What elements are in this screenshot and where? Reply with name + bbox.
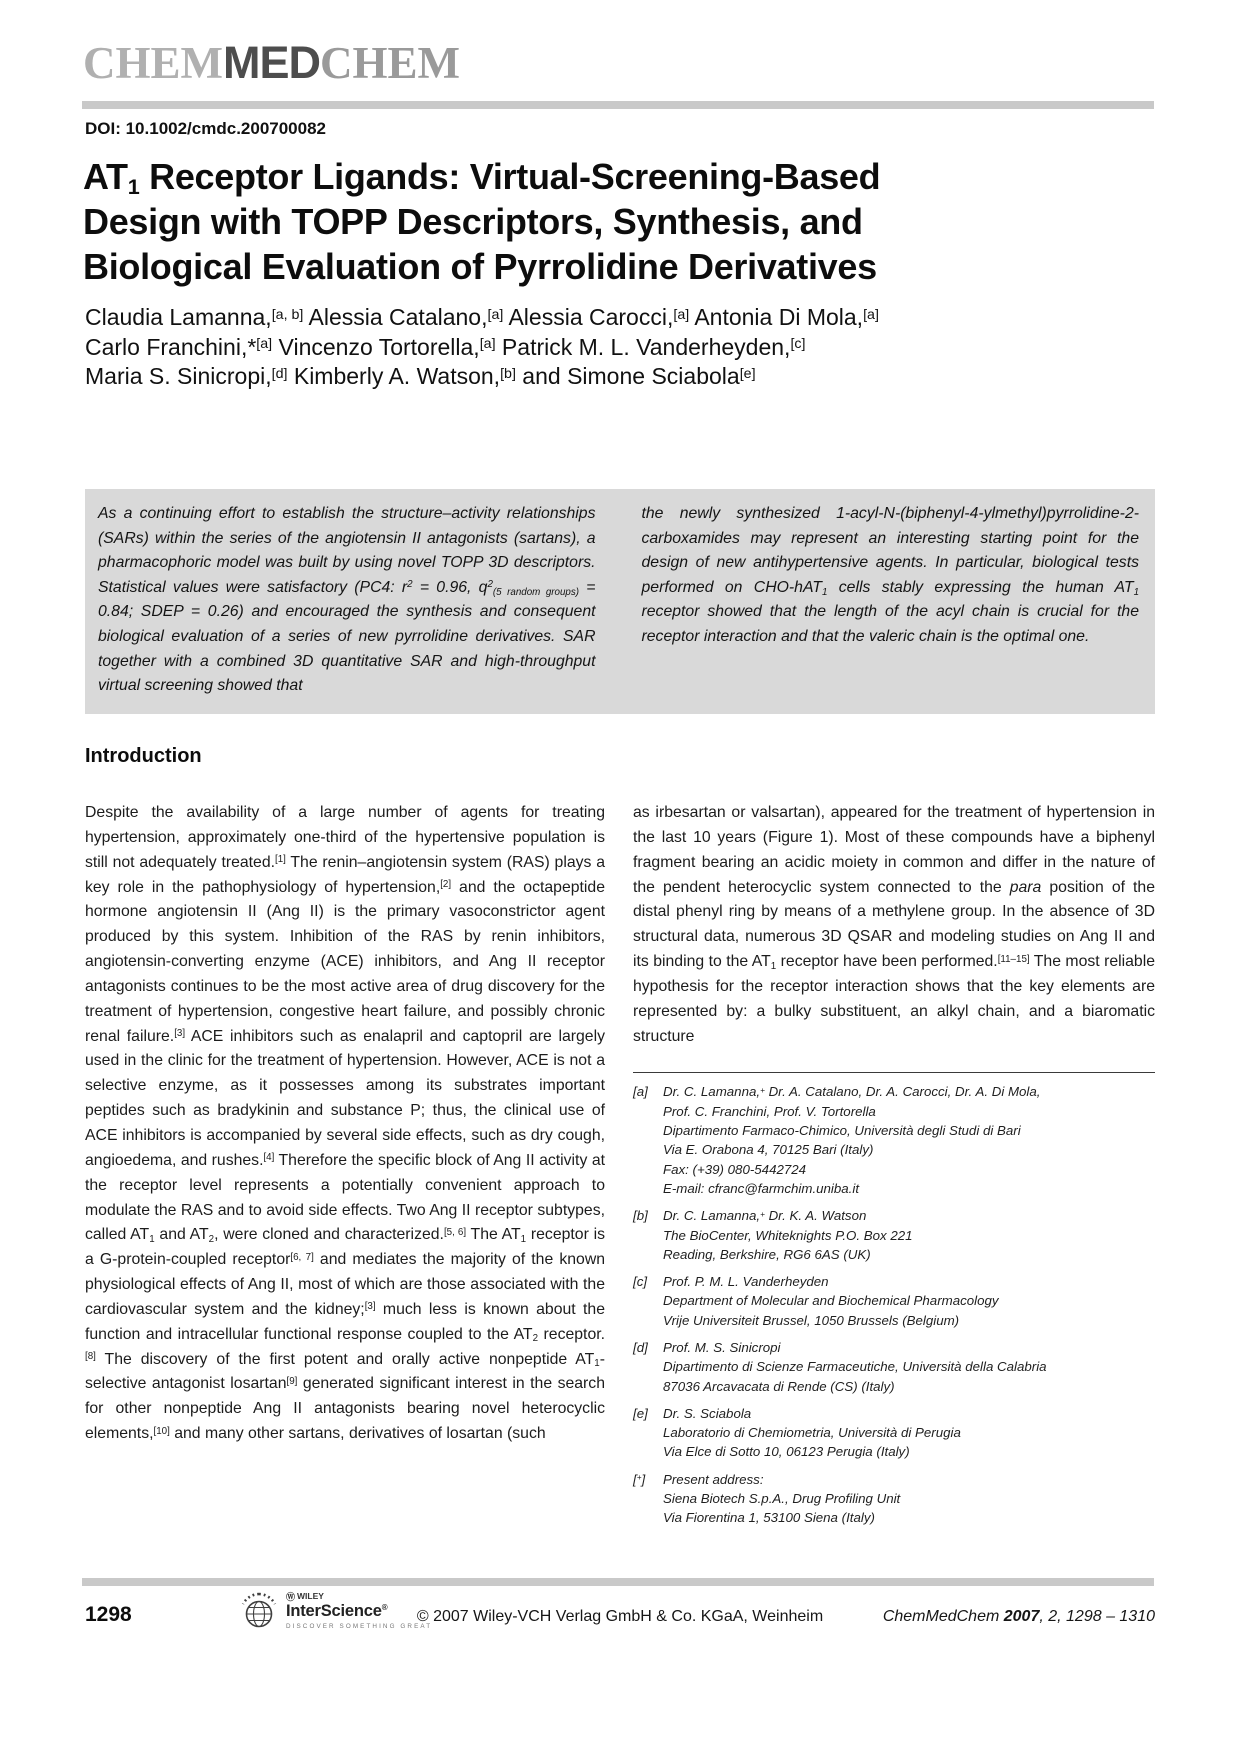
affiliation-item	[633, 1206, 1155, 1264]
affiliation-line: 87036 Arcavacata di Rende (CS) (Italy)	[663, 1378, 895, 1394]
article-title-line3: Biological Evaluation of Pyrrolidine Derivatives	[83, 246, 877, 287]
body-column-right-text: as irbesartan or valsartan), appeared for the treatment of hypertension in the last 10 years (Figure 1). Most of these compounds have a biphenyl fragment bearing an acidic moiety in common and differ in the nature of the pendent heterocyclic system connected to the para position of the distal phenyl ring by means of a methylene group. In the absence of 3D structural data, numerous 3D QSAR and modeling studies on Ang II and its binding to the AT1 receptor have been performed.[11–15] The most reliable hypothesis for the receptor interaction shows that the key elements are represented by: a bulky substituent, an alkyl chain, and a biaromatic structure	[633, 804, 1156, 1045]
affiliation-lines	[663, 1206, 1155, 1264]
affiliation-line: Dipartimento di Scienze Farmaceutiche, Università della Calabria	[663, 1359, 1047, 1375]
affiliation-line: Via E. Orabona 4, 70125 Bari (Italy)	[663, 1142, 874, 1158]
journal-logo-chem1: CHEM	[83, 38, 223, 88]
affiliation-line: E-mail: cfranc@farmchim.uniba.it	[663, 1180, 860, 1196]
body-column-right	[633, 801, 1155, 1536]
affiliation-lines	[663, 1470, 1155, 1528]
doi-line: DOI: 10.1002/cmdc.200700082	[85, 119, 327, 138]
affiliation-line: Dr. C. Lamanna,+ Dr. A. Catalano, Dr. A. Carocci, Dr. A. Di Mola,	[663, 1084, 1041, 1100]
affiliation-line: Reading, Berkshire, RG6 6AS (UK)	[663, 1246, 871, 1262]
affiliation-item	[633, 1404, 1155, 1462]
affiliation-line: Via Fiorentina 1, 53100 Siena (Italy)	[663, 1510, 875, 1526]
affiliation-label: [a]	[633, 1084, 648, 1100]
affiliation-label: [+]	[633, 1471, 646, 1487]
abstract-column-right: the newly synthesized 1-acyl-N-(biphenyl-4-ylmethyl)pyrrolidine-2-carboxamides may represent an interesting starting point for the design of new antihypertensive agents. In particular, biological tests performed on CHO-hAT1 cells stably expressing the human AT1 receptor showed that the length of the acyl chain is crucial for the receptor interaction and that the valeric chain is the optimal one.	[641, 505, 1140, 645]
abstract-box	[85, 489, 1155, 714]
affiliation-line: Siena Biotech S.p.A., Drug Profiling Unit	[663, 1491, 901, 1507]
affiliation-label: [b]	[633, 1208, 648, 1224]
affiliation-lines	[663, 1338, 1155, 1396]
affiliation-item	[633, 1272, 1155, 1330]
affiliation-line: Via Elce di Sotto 10, 06123 Perugia (Italy)	[663, 1444, 910, 1460]
affiliation-line: Present address:	[663, 1471, 764, 1487]
copyright-line: © 2007 Wiley-VCH Verlag GmbH & Co. KGaA, Weinheim	[416, 1608, 824, 1625]
page-number: 1298	[85, 1603, 132, 1626]
affiliation-item	[633, 1082, 1155, 1198]
interscience-label: InterScience	[286, 1602, 382, 1621]
wiley-wordmark	[286, 1592, 432, 1602]
wiley-wordmark-label: WILEY	[297, 1591, 324, 1601]
author-line1: Claudia Lamanna,[a, b] Alessia Catalano,[a] Alessia Carocci,[a] Antonia Di Mola,[a]	[85, 304, 879, 330]
wiley-w-mark-icon: Ⓦ	[286, 1591, 296, 1602]
affiliation-item	[633, 1470, 1155, 1528]
journal-citation: ChemMedChem 2007, 2, 1298 – 1310	[882, 1608, 1155, 1625]
header-rule	[82, 101, 1154, 109]
body-column-left: Despite the availability of a large number of agents for treating hypertension, approximately one-third of the hypertensive population is still not adequately treated.[1] The renin–angiotensin system (RAS) plays a key role in the pathophysiology of hypertension,[2] and the octapeptide hormone angiotensin II (Ang II) is the primary vasoconstrictor agent produced by this system. Inhibition of the RAS by renin inhibitors, angiotensin-converting enzyme (ACE) inhibitors, and Ang II receptor antagonists continues to be the most active area of drug discovery for the treatment of hypertension, congestive heart failure, and possibly chronic renal failure.[3] ACE inhibitors such as enalapril and captopril are largely used in the clinic for the treatment of hypertension. However, ACE is not a selective enzyme, as it possesses among its substrates important peptides such as bradykinin and substance P; thus, the clinical use of ACE inhibitors is accompanied by several side effects, such as dry cough, angioedema, and rushes.[4] Therefore the specific block of Ang II activity at the receptor level represents a potentially convenient approach to modulate the RAS and to avoid side effects. Two Ang II receptor subtypes, called AT1 and AT2, were cloned and characterized.[5, 6] The AT1 receptor is a G-protein-coupled receptor[6, 7] and mediates the majority of the known physiological effects of Ang II, most of which are those associated with the cardiovascular system and the kidney;[3] much less is known about the function and intracellular functional response coupled to the AT2 receptor.[8] The discovery of the first potent and orally active nonpeptide AT1-selective antagonist losartan[9] generated significant interest in the search for other nonpeptide Ang II antagonists bearing novel heterocyclic elements,[10] and many other sartans, derivatives of losartan (such	[85, 804, 606, 1443]
article-title-line1: AT1 Receptor Ligands: Virtual-Screening-Based	[83, 156, 881, 199]
journal-logo	[83, 37, 460, 88]
affiliation-label: [c]	[633, 1274, 648, 1290]
abstract-column-left: As a continuing effort to establish the structure–activity relationships (SARs) within the series of the angiotensin II antagonists (sartans), a pharmacophoric model was built by using novel TOPP 3D descriptors. Statistical values were satisfactory (PC4: $r^2 = 0.96$, $q^2(5$ random groups) = 0.84; SDEP = 0.26) and encouraged the synthesis and consequent biological evaluation of a series of new pyrrolidine derivatives. SAR together with a combined 3D quantitative SAR and high-throughput virtual screening showed that	[98, 505, 596, 695]
affiliation-line: Laboratorio di Chemiometria, Università di Perugia	[663, 1425, 961, 1441]
journal-logo-med: MED	[223, 37, 320, 88]
registered-mark: ®	[381, 1603, 388, 1613]
affiliation-line: The BioCenter, Whiteknights P.O. Box 221	[663, 1227, 913, 1243]
journal-logo-chem2: CHEM	[320, 38, 460, 88]
author-line3: Maria S. Sinicropi,[d] Kimberly A. Watson,[b] and Simone Sciabola[e]	[85, 363, 756, 389]
affiliation-line: Prof. C. Franchini, Prof. V. Tortorella	[663, 1103, 876, 1119]
section-heading-introduction: Introduction	[85, 745, 202, 767]
body-columns	[85, 801, 1155, 1536]
affiliation-lines	[663, 1272, 1155, 1330]
affiliation-line: Vrije Universiteit Brussel, 1050 Brussels (Belgium)	[663, 1312, 960, 1328]
footer-rule	[82, 1578, 1154, 1586]
affiliation-line: Department of Molecular and Biochemical Pharmacology	[663, 1293, 999, 1309]
affiliation-line: Fax: (+39) 080-5442724	[663, 1161, 807, 1177]
affiliation-lines	[663, 1082, 1155, 1198]
affiliation-line: Dipartimento Farmaco-Chimico, Università degli Studi di Bari	[663, 1123, 1021, 1139]
affiliation-label: [d]	[633, 1340, 648, 1355]
affiliation-line: Prof. P. M. L. Vanderheyden	[663, 1274, 829, 1290]
affiliation-line: Dr. S. Sciabola	[663, 1405, 752, 1421]
affiliation-line: Dr. C. Lamanna,+ Dr. K. A. Watson	[663, 1208, 867, 1224]
affiliation-label: [e]	[633, 1405, 648, 1421]
article-title	[83, 154, 1103, 289]
affiliation-line: Prof. M. S. Sinicropi	[663, 1340, 781, 1355]
affiliations-list	[633, 1072, 1155, 1527]
article-title-line2: Design with TOPP Descriptors, Synthesis, and	[83, 201, 863, 242]
affiliation-item	[633, 1338, 1155, 1396]
author-list	[85, 303, 1105, 392]
affiliation-lines	[663, 1404, 1155, 1462]
interscience-tagline: DISCOVER SOMETHING GREAT	[286, 1623, 433, 1631]
author-line2: Carlo Franchini,*[a] Vincenzo Tortorella,[a] Patrick M. L. Vanderheyden,[c]	[85, 333, 806, 360]
